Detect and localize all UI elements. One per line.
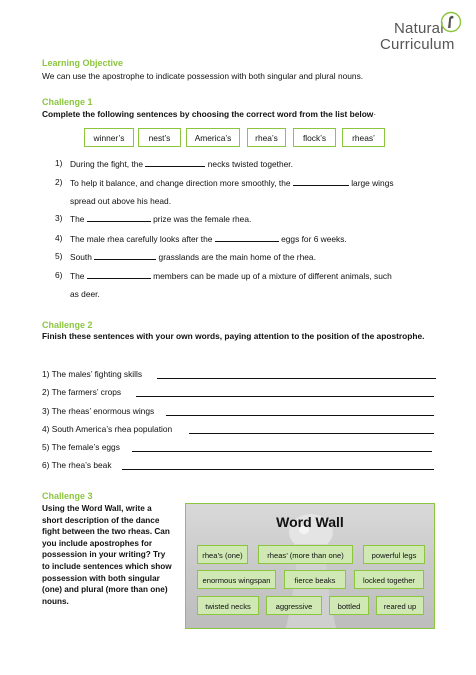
word-option: nest’s bbox=[138, 128, 181, 147]
word-option: flock’s bbox=[293, 128, 336, 147]
word-wall-chip: powerful legs bbox=[363, 545, 425, 564]
challenge-2-item: 2) The farmers’ crops bbox=[42, 387, 442, 398]
challenge-1-sentence: 2) To help it balance, and change direction more smoothly, the large wings spread out above his head. bbox=[55, 177, 394, 206]
challenge-1-instruction: Complete the following sentences by choosing the correct word from the list below· bbox=[42, 109, 377, 119]
challenge-1-heading: Challenge 1 bbox=[42, 97, 93, 107]
word-option: rhea’s bbox=[247, 128, 286, 147]
word-wall-chip: bottled bbox=[329, 596, 369, 615]
word-wall bbox=[185, 503, 435, 629]
learning-objective-text: We can use the apostrophe to indicate possession with both singular and plural nouns. bbox=[42, 71, 364, 81]
challenge-2-item: 5) The female’s eggs bbox=[42, 442, 442, 453]
natural-curriculum-logo bbox=[380, 10, 466, 54]
rhea-icon bbox=[440, 10, 462, 34]
challenge-2-item: 3) The rheas’ enormous wings bbox=[42, 406, 442, 417]
challenge-2-item: 1) The males’ fighting skills bbox=[42, 369, 442, 380]
word-wall-chip: fierce beaks bbox=[284, 570, 346, 589]
word-wall-chip: aggressive bbox=[266, 596, 322, 615]
word-option: winner’s bbox=[84, 128, 134, 147]
word-wall-chip: twisted necks bbox=[197, 596, 259, 615]
challenge-3-heading: Challenge 3 bbox=[42, 491, 93, 501]
word-wall-chip: reared up bbox=[376, 596, 424, 615]
word-wall-chip: rhea’s (one) bbox=[197, 545, 248, 564]
learning-objective-heading: Learning Objective bbox=[42, 58, 124, 68]
challenge-2-instruction: Finish these sentences with your own words, paying attention to the position of the apostrophe. bbox=[42, 331, 425, 341]
word-option: rheas’ bbox=[342, 128, 385, 147]
logo-line-1: Natural bbox=[394, 20, 444, 37]
word-wall-chip: locked together bbox=[354, 570, 424, 589]
challenge-2-heading: Challenge 2 bbox=[42, 320, 93, 330]
challenge-2-item: 6) The rhea’s beak bbox=[42, 460, 442, 471]
challenge-2-item: 4) South America’s rhea population bbox=[42, 424, 442, 435]
challenge-3-text: Using the Word Wall, write a short description of the dance fight between the two rheas. Can you include apostrophes for possession in your writing? Try to include sentences which show possession with both singular (one) and plural (more than one) nouns. bbox=[42, 504, 172, 606]
word-option: America’s bbox=[186, 128, 240, 147]
word-wall-chip: rheas’ (more than one) bbox=[258, 545, 353, 564]
logo-line-2: Curriculum bbox=[380, 36, 455, 53]
word-wall-chip: enormous wingspan bbox=[197, 570, 276, 589]
challenge-1-sentence: 6) The members can be made up of a mixture of different animals, such as deer. bbox=[55, 270, 392, 299]
word-wall-title: Word Wall bbox=[276, 514, 344, 530]
